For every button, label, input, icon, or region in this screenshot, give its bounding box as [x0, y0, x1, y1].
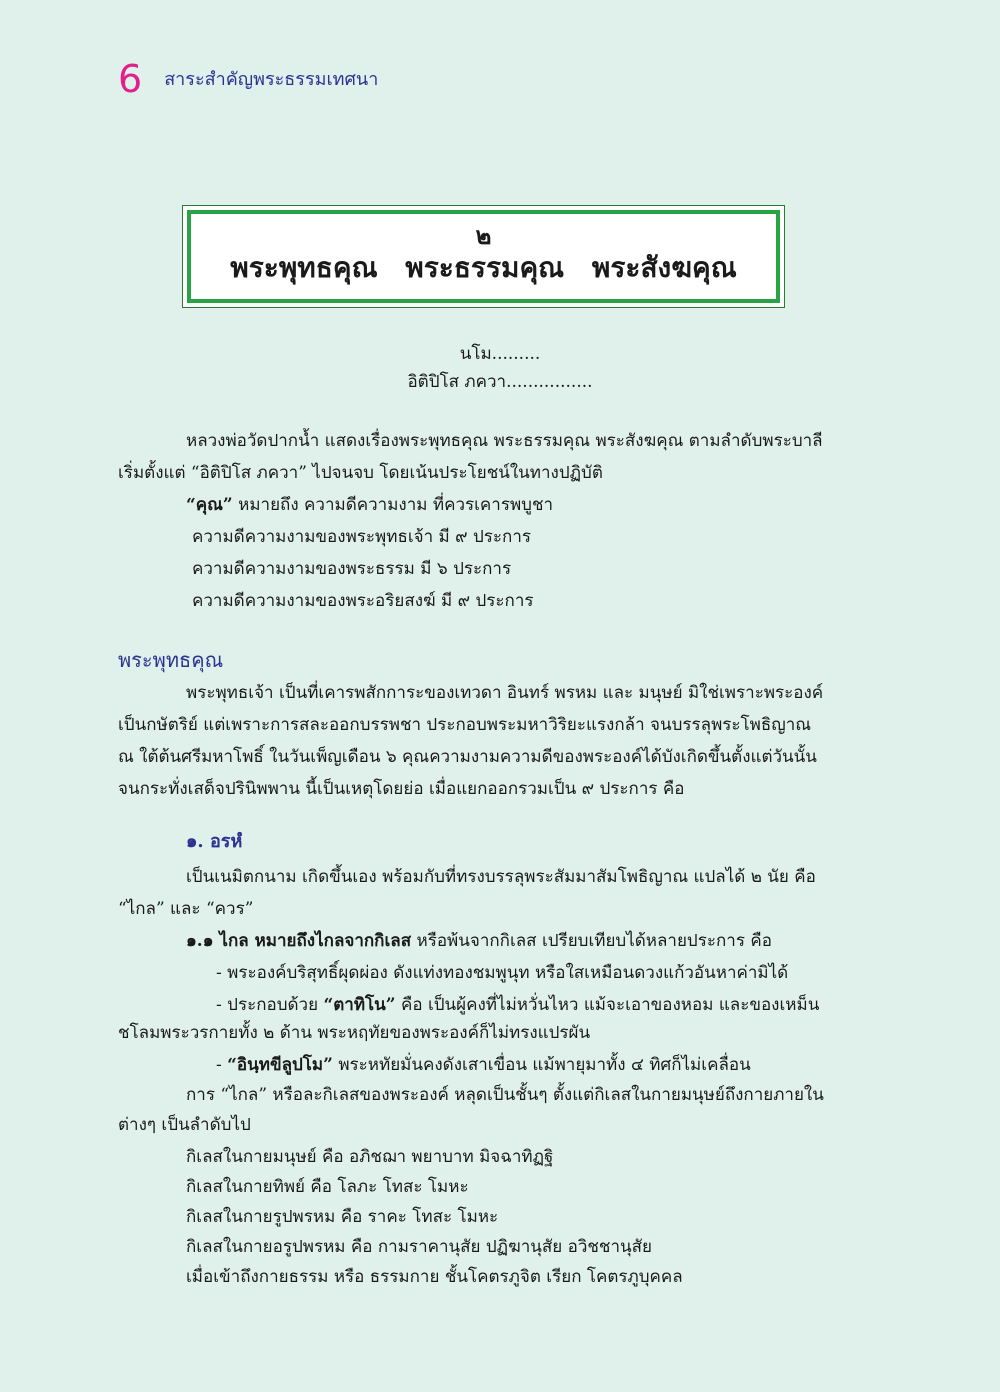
body-line-7 — [216, 1054, 751, 1076]
chapter-title-frame — [187, 210, 780, 303]
intro-paragraph-line-2: เริ่มตั้งแต่ “อิติปิโส ภควา” ไปจนจบ โดยเน้นประโยชน์ในทางปฏิบัติ — [118, 463, 603, 483]
subsection-heading: ๑. อรหํ — [186, 831, 243, 852]
body-line-3-bold: ๑.๑ ไกล หมายถึงไกลจากกิเลส — [186, 931, 412, 951]
body-line-14: เมื่อเข้าถึงกายธรรม หรือ ธรรมกาย ชั้นโคตรภูจิต เรียก โคตรภูบุคคล — [186, 1267, 683, 1287]
body-line-9: ต่างๆ เป็นลำดับไป — [118, 1115, 251, 1135]
body-line-5 — [216, 994, 819, 1016]
section-paragraph-line-2: เป็นกษัตริย์ แต่เพราะการสละออกบรรพชา ประกอบพระมหาวิริยะแรงกล้า จนบรรลุพระโพธิญาณ — [118, 715, 812, 735]
body-line-10: กิเลสในกายมนุษย์ คือ อภิชฌา พยาบาท มิจฉาทิฏฐิ — [186, 1147, 554, 1167]
body-line-3-text: หรือพ้นจากกิเลส เปรียบเทียบได้หลายประการ คือ — [411, 931, 772, 951]
chapter-title-box — [182, 205, 785, 308]
body-line-12: กิเลสในกายรูปพรหม คือ ราคะ โทสะ โมหะ — [186, 1207, 499, 1227]
body-line-7-bold: “อินฺทขีลูปโม” — [227, 1055, 333, 1075]
verse-line-1: นโม......... — [459, 344, 541, 364]
body-line-7-post: พระหทัยมั่นคงดังเสาเขื่อน แม้พายุมาทั้ง ๔ ทิศก็ไม่เคลื่อน — [332, 1055, 751, 1075]
body-line-13: กิเลสในกายอรูปพรหม คือ กามราคานุสัย ปฏิฆานุสัย อวิชชานุสัย — [186, 1237, 652, 1257]
body-line-11: กิเลสในกายทิพย์ คือ โลภะ โทสะ โมหะ — [186, 1177, 469, 1197]
intro-paragraph-line-1: หลวงพ่อวัดปากน้ำ แสดงเรื่องพระพุทธคุณ พระธรรมคุณ พระสังฆคุณ ตามลำดับพระบาลี — [186, 431, 823, 451]
virtue-item-2: ความดีความงามของพระธรรม มี ๖ ประการ — [192, 559, 512, 579]
verse-line-2: อิติปิโส ภควา................ — [407, 372, 593, 392]
body-line-5-pre: - ประกอบด้วย — [216, 995, 324, 1015]
page-number: 6 — [118, 57, 143, 101]
body-line-1: เป็นเนมิตกนาม เกิดขึ้นเอง พร้อมกับที่ทรงบรรลุพระสัมมาสัมโพธิญาณ แปลได้ ๒ นัย คือ — [186, 867, 816, 887]
definition-text: หมายถึง ความดีความงาม ที่ควรเคารพบูชา — [232, 495, 554, 515]
book-title: สาระสำคัญพระธรรมเทศนา — [164, 69, 379, 90]
definition-line — [186, 494, 553, 516]
body-line-2: “ไกล” และ “ควร” — [118, 899, 254, 919]
section-paragraph-line-4: จนกระทั่งเสด็จปรินิพพาน นี้เป็นเหตุโดยย่อ เมื่อแยกออกรวมเป็น ๙ ประการ คือ — [118, 779, 685, 799]
chapter-title: พระพุทธคุณ พระธรรมคุณ พระสังฆคุณ — [230, 251, 737, 284]
body-line-5-post: คือ เป็นผู้คงที่ไม่หวั่นไหว แม้จะเอาของหอม และของเหม็น — [395, 995, 820, 1015]
body-line-8: การ “ไกล” หรือละกิเลสของพระองค์ หลุดเป็นชั้นๆ ตั้งแต่กิเลสในกายมนุษย์ถึงกายภายใน — [186, 1085, 824, 1105]
body-line-7-pre: - — [216, 1055, 228, 1075]
virtue-item-3: ความดีความงามของพระอริยสงฆ์ มี ๙ ประการ — [192, 591, 534, 611]
body-line-4: - พระองค์บริสุทธิ์ผุดผ่อง ดังแท่งทองชมพูนุท หรือใสเหมือนดวงแก้วอันหาค่ามิได้ — [216, 963, 789, 983]
section-heading: พระพุทธคุณ — [118, 648, 224, 672]
section-paragraph-line-1: พระพุทธเจ้า เป็นที่เคารพสักการะของเทวดา อินทร์ พรหม และ มนุษย์ มิใช่เพราะพระองค์ — [186, 683, 824, 703]
virtue-item-1: ความดีความงามของพระพุทธเจ้า มี ๙ ประการ — [192, 527, 532, 547]
section-paragraph-line-3: ณ ใต้ต้นศรีมหาโพธิ์ ในวันเพ็ญเดือน ๖ คุณความงามความดีของพระองค์ได้บังเกิดขึ้นตั้งแต่วันนั้น — [118, 747, 817, 767]
page-header — [118, 57, 379, 101]
body-line-3 — [186, 930, 772, 952]
body-line-6: ชโลมพระวรกายทั้ง ๒ ด้าน พระหฤทัยของพระองค์ก็ไม่ทรงแปรผัน — [118, 1023, 591, 1043]
chapter-number: ๒ — [475, 222, 492, 250]
body-line-5-bold: “ตาทิโน” — [323, 995, 396, 1015]
definition-term: “คุณ” — [186, 495, 233, 515]
